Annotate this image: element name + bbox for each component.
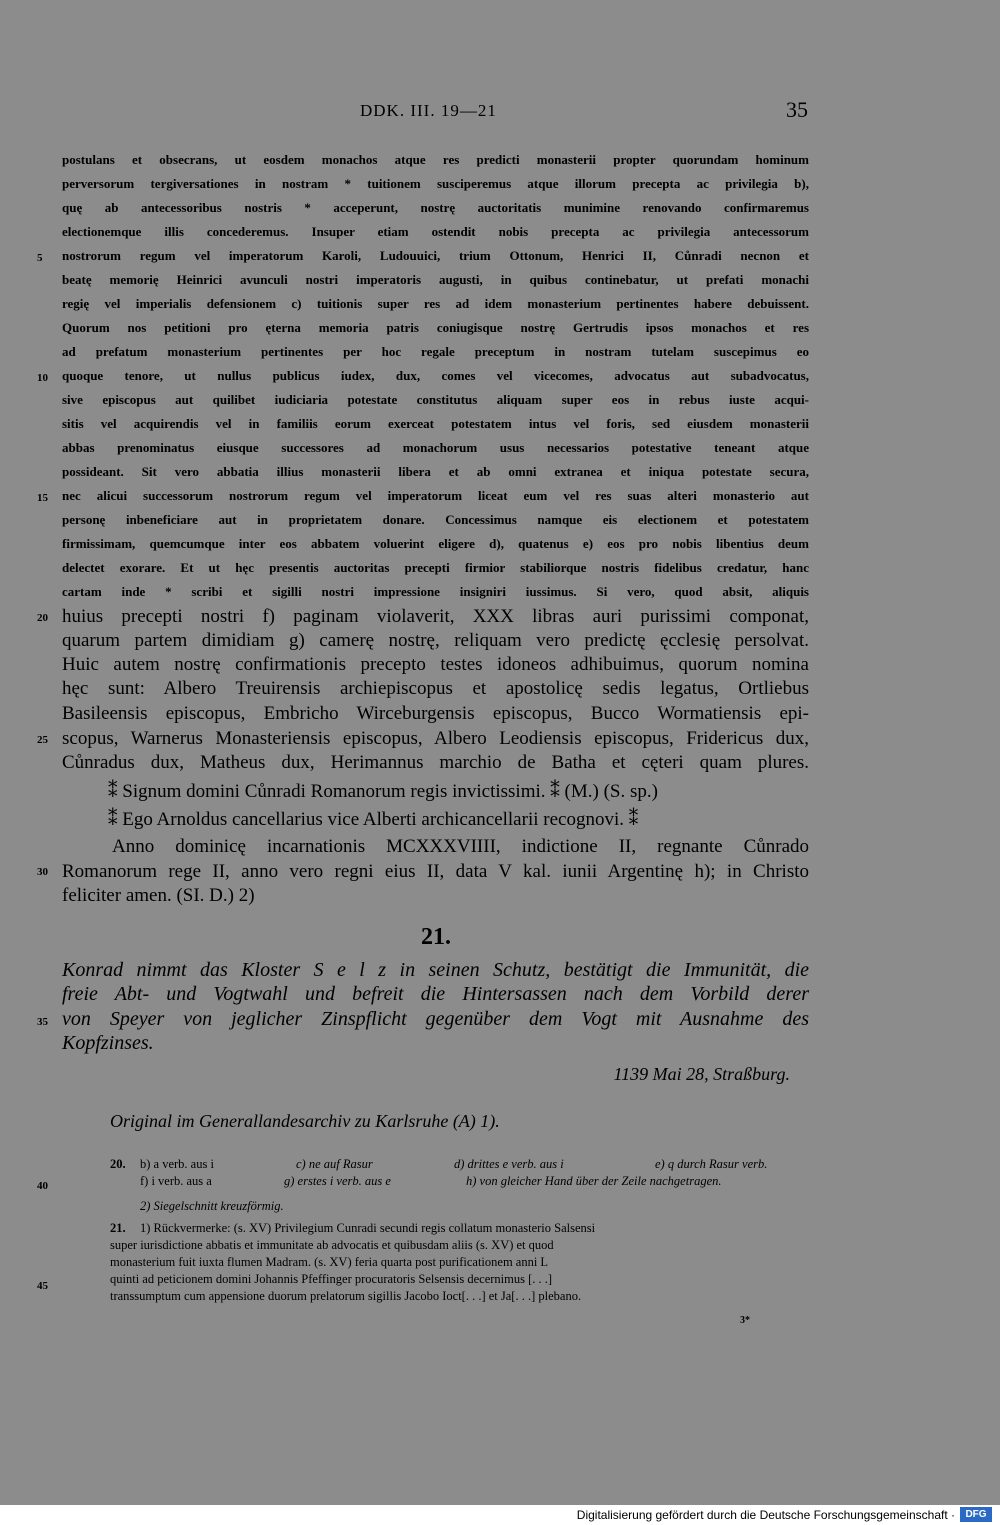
footnote-item: c) ne auf Rasur bbox=[296, 1157, 373, 1171]
footnote-item: quinti ad peticionem domini Johannis Pfeffinger procuratoris Selsensis decernimus [. . .] bbox=[110, 1272, 553, 1286]
regest-line: Kopfzinses. bbox=[62, 1032, 154, 1054]
text-line: regię vel imperialis defensionem c) tuitionis super res ad idem monasterium pertinentes habere debuissent. bbox=[62, 296, 809, 311]
running-header: DDK. III. 19—21 bbox=[360, 101, 497, 120]
footnote-item: g) erstes i verb. aus e bbox=[284, 1174, 391, 1188]
text-line: electionemque illis concederemus. Insuper etiam ostendit nobis precepta ac privilegia antecessorum bbox=[62, 224, 809, 239]
dating-line: Anno dominicę incarnationis MCXXXVIIII, indictione II, regnante Cůnrado bbox=[112, 836, 809, 857]
line-number: 15 bbox=[37, 492, 48, 504]
dfg-logo[interactable]: DFG bbox=[960, 1507, 992, 1522]
text-line: sitis vel acquirendis vel in familiis eorum exerceat potestatem intus vel foris, sed eiusdem monasterii bbox=[62, 416, 809, 431]
line-number: 45 bbox=[37, 1280, 48, 1292]
signature-mark: 3* bbox=[740, 1315, 750, 1326]
footnote-label: 20. bbox=[110, 1157, 126, 1171]
line-number: 25 bbox=[37, 734, 48, 746]
line-number: 5 bbox=[37, 252, 43, 264]
text-line: firmissimam, quemcumque inter eos abbatem voluerint eligere d), quatenus e) eos pro nobis libentius deum bbox=[62, 536, 809, 551]
text-line: quę ab antecessoribus nostris * acceperunt, nostrę auctoritatis munimine renovando confirmaremus bbox=[62, 200, 809, 215]
funding-note: Digitalisierung gefördert durch die Deutsche Forschungsgemeinschaft · bbox=[576, 1508, 955, 1522]
text-line: hęc sunt: Albero Treuirensis archiepiscopus et apostolicę sedis legatus, Ortliebus bbox=[62, 678, 809, 699]
text-line: sive episcopus aut quilibet iudiciaria potestate constitutus aliquam super eos in rebus iuste acqui- bbox=[62, 392, 809, 407]
line-number: 10 bbox=[37, 372, 48, 384]
text-line: huius precepti nostri f) paginam violaverit, XXX libras auri purissimi componat, bbox=[62, 606, 809, 627]
line-number: 35 bbox=[37, 1016, 48, 1028]
original-note: Original im Generallandesarchiv zu Karlsruhe (A) 1). bbox=[110, 1111, 500, 1131]
text-line: personę inbeneficiare aut in proprietatem donare. Concessimus namque eis electionem et potestatem bbox=[62, 512, 809, 527]
text-line: perversorum tergiversationes in nostram * tuitionem susciperemus atque illorum precepta ac privilegia b), bbox=[62, 176, 809, 191]
page-number: 35 bbox=[786, 97, 808, 122]
text-line: Huic autem nostrę confirmationis precepto testes idoneos adhibuimus, quorum nomina bbox=[62, 654, 809, 675]
footnote-item: super iurisdictione abbatis et immunitate ab advocatis et quibusdam aliis (s. XV) et quod bbox=[110, 1238, 554, 1252]
text-line: possideant. Sit vero abbatia illius monasterii libera et ab omni extranea et iniqua potestate secura, bbox=[62, 464, 809, 479]
footnote-item: h) von gleicher Hand über der Zeile nachgetragen. bbox=[466, 1174, 722, 1188]
signum-line: ⁑ Signum domini Cůnradi Romanorum regis invictissimi. ⁑ (M.) (S. sp.) bbox=[108, 781, 658, 802]
footer-bar bbox=[0, 1505, 1000, 1525]
text-line: Quorum nos petitioni pro ęterna memoria patris coniugisque nostrę Gertrudis ipsos monachos et res bbox=[62, 320, 809, 335]
regest-line: Konrad nimmt das Kloster S e l z in seinen Schutz, bestätigt die Immunität, die bbox=[62, 959, 809, 981]
text-line: ad prefatum monasterium pertinentes per hoc regale preceptum in nostram tutelam suscepimus eo bbox=[62, 344, 809, 359]
footnote-item: 1) Rückvermerke: (s. XV) Privilegium Cunradi secundi regis collatum monasterio Salsensi bbox=[140, 1221, 596, 1235]
text-line: delectet exorare. Et ut hęc presentis auctoritas precepti firmior stabiliorque nostris fidelibus credatur, hanc bbox=[62, 560, 809, 575]
footnote-item: e) q durch Rasur verb. bbox=[655, 1157, 768, 1171]
text-line: quarum partem dimidiam g) camerę nostrę, reliquam vero predictę ęcclesię persolvat. bbox=[62, 630, 809, 651]
document-number: 21. bbox=[421, 924, 451, 950]
text-line: beatę memorię Heinrici avunculi nostri imperatoris augusti, in quibus continebatur, ut prefati monachi bbox=[62, 272, 809, 287]
recognition-line: ⁑ Ego Arnoldus cancellarius vice Alberti archicancellarii recognovi. ⁑ bbox=[108, 809, 639, 830]
regest-line: von Speyer von jeglicher Zinspflicht gegenüber dem Vogt mit Ausnahme des bbox=[62, 1008, 809, 1030]
text-line: Cůnradus dux, Matheus dux, Herimannus marchio de Batha et cęteri quam plures. bbox=[62, 752, 809, 773]
footnote-item: b) a verb. aus i bbox=[140, 1157, 214, 1171]
line-number: 40 bbox=[37, 1180, 48, 1192]
footnote-item: f) i verb. aus a bbox=[140, 1174, 212, 1188]
text-line: scopus, Warnerus Monasteriensis episcopus, Albero Leodiensis episcopus, Fridericus dux, bbox=[62, 728, 809, 749]
text-line: nec alicui successorum nostrorum regum vel imperatorum liceat eum vel res suas alteri monasterio aut bbox=[62, 488, 809, 503]
text-line: quoque tenore, ut nullus publicus iudex, dux, comes vel vicecomes, advocatus aut subadvocatus, bbox=[62, 368, 809, 383]
dating-line: feliciter amen. (SI. D.) 2) bbox=[62, 885, 255, 906]
footnote-item: 2) Siegelschnitt kreuzförmig. bbox=[140, 1199, 284, 1213]
text-line: abbas prenominatus eiusque successores ad monachorum usus necessarios potestative teneant atque bbox=[62, 440, 809, 455]
line-number: 20 bbox=[37, 612, 48, 624]
regest-line: freie Abt- und Vogtwahl und befreit die Hintersassen nach dem Vorbild derer bbox=[62, 983, 809, 1005]
text-line: Basileensis episcopus, Embricho Wirceburgensis episcopus, Bucco Wormatiensis epi- bbox=[62, 703, 809, 724]
line-number: 30 bbox=[37, 866, 48, 878]
footnote-item: monasterium fuit iuxta flumen Madram. (s. XV) feria quarta post purificationem anni L bbox=[110, 1255, 549, 1269]
text-line: nostrorum regum vel imperatorum Karoli, Ludouuici, trium Ottonum, Henrici II, Cůnradi necnon et bbox=[62, 248, 809, 263]
footnote-item: transsumptum cum appensione duorum prelatorum sigillis Jacobo Ioct[. . .] et Ja[. . .] plebano. bbox=[110, 1289, 582, 1303]
footnote-item: d) drittes e verb. aus i bbox=[454, 1157, 564, 1171]
text-line: cartam inde * scribi et sigilli nostri impressione insigniri iussimus. Si vero, quod absit, aliquis bbox=[62, 584, 809, 599]
date-place: 1139 Mai 28, Straßburg. bbox=[613, 1064, 790, 1084]
text-line: postulans et obsecrans, ut eosdem monachos atque res predicti monasterii propter quorundam hominum bbox=[62, 152, 809, 167]
dating-line: Romanorum rege II, anno vero regni eius II, data V kal. iunii Argentinę h); in Christo bbox=[62, 861, 809, 882]
footnote-label: 21. bbox=[110, 1221, 126, 1235]
